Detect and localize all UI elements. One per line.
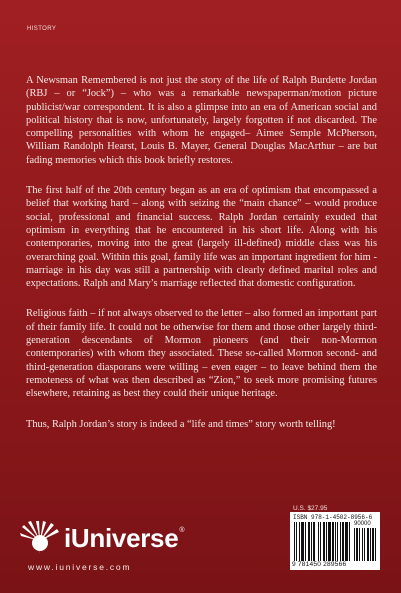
isbn-top-text: ISBN 978-1-4502-8956-6 bbox=[293, 514, 373, 521]
blurb-paragraph-3: Religious faith – if not always observed to the letter – also formed an important part of their family life. It could not be otherwise for them and those other largely third-generation descendants of Mormon pioneers (and their non-Mormon contemporaries) with whom they associated. These so-called Mormon second- and third-generation diasporans were willing – even eager – to leave behind them the remoteness of what was then described as “Zion,” to seek more promising futures elsewhere, retaining as best they could their unique heritage. bbox=[26, 308, 377, 400]
isbn-addon-number: 90000 bbox=[354, 521, 371, 527]
isbn-bottom-digits: 9 781450 289566 bbox=[292, 561, 347, 568]
publisher-logo bbox=[20, 521, 185, 555]
registered-mark: ® bbox=[179, 527, 185, 534]
price-label: U.S. $27.95 bbox=[293, 505, 328, 512]
barcode-addon-bars-icon bbox=[354, 528, 376, 561]
iuniverse-burst-icon bbox=[20, 521, 60, 555]
category-label: HISTORY bbox=[27, 26, 57, 32]
blurb-paragraph-1: A Newsman Remembered is not just the story of the life of Ralph Burdette Jordan (RBJ – or “Jock”) – who was a remarkable newspaperman/motion picture publicist/war correspondent. It is also a glimpse into an era of American social and political history that is now, unfortunately, largely forgotten if not discarded. The compelling personalities with whom he engaged– Aimee Semple McPherson, William Randolph Hearst, Louis B. Mayer, General Douglas MacArthur – are but fading memories which this book briefly restores. bbox=[26, 75, 377, 166]
blurb-text bbox=[26, 74, 377, 448]
publisher-name: iUniverse bbox=[64, 522, 179, 553]
barcode-bars-icon bbox=[294, 522, 352, 561]
isbn-barcode bbox=[290, 512, 380, 570]
blurb-closing-line: Thus, Ralph Jordan’s story is indeed a “life and times” story worth telling! bbox=[26, 418, 336, 430]
publisher-website: www.iuniverse.com bbox=[28, 562, 132, 572]
blurb-paragraph-2: The first half of the 20th century began as an era of optimism that encompassed a belief that working hard – along with seizing the “main chance” – would produce social, professional and financial success. Ralph Jordan certainly exuded that optimism in everything that he encountered in his short life. Along with his contemporaries, moving into the great (largely ill-defined) middle class was his overarching goal. Within this goal, family life was an important ingredient for him - marriage in his day was still a partnership with clearly defined marital roles and expectations. Ralph and Mary’s marriage reflected that domestic configuration. bbox=[26, 185, 377, 290]
